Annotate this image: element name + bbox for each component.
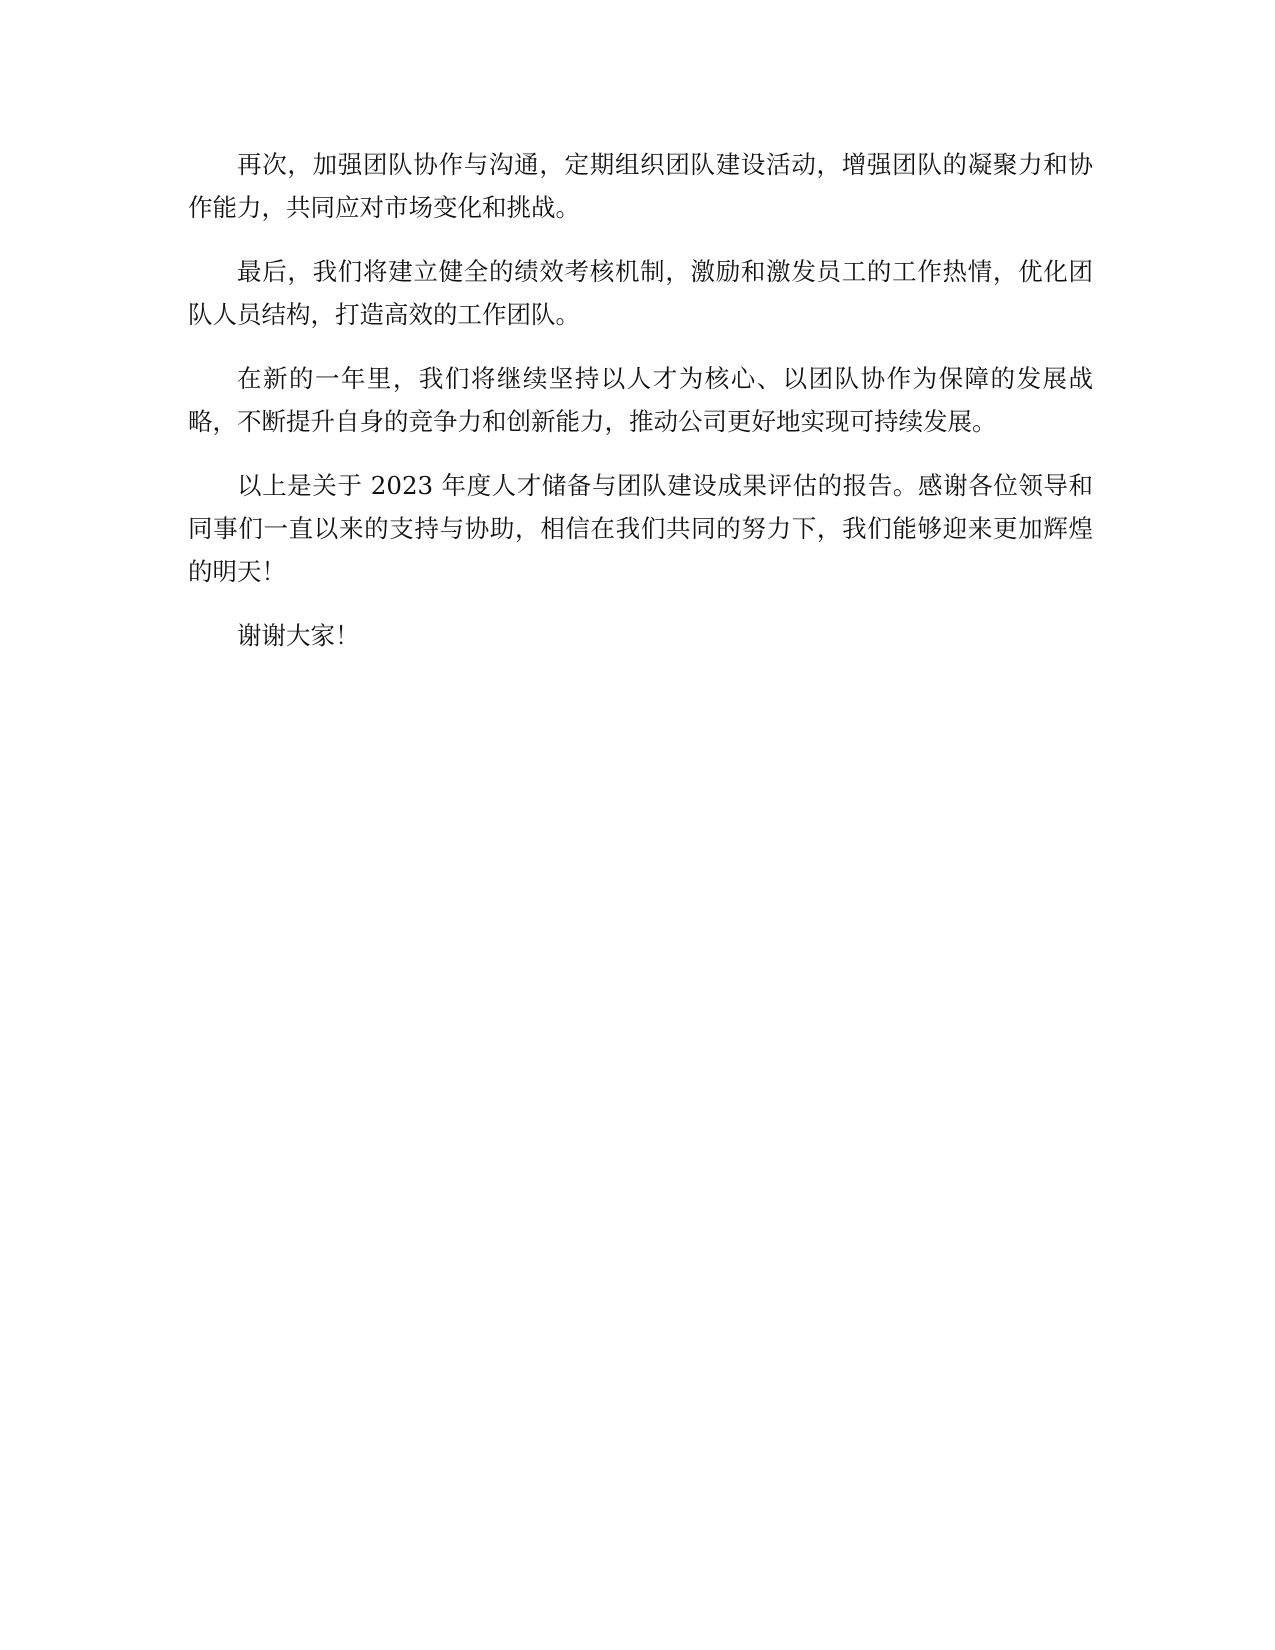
document-body [188,143,1093,678]
paragraph-thanks: 谢谢大家！ [237,621,360,650]
paragraph-conclusion: 以上是关于 2023 年度人才储备与团队建设成果评估的报告。感谢各位领导和同事们一直以来的支持与协助，相信在我们共同的努力下，我们能够迎来更加辉煌的明天！ [188,471,1093,586]
paragraph-new-year: 在新的一年里，我们将继续坚持以人才为核心、以团队协作为保障的发展战略，不断提升自身的竞争力和创新能力，推动公司更好地实现可持续发展。 [188,364,1093,436]
paragraph-teamwork: 再次，加强团队协作与沟通，定期组织团队建设活动，增强团队的凝聚力和协作能力，共同应对市场变化和挑战。 [188,150,1093,222]
paragraph-performance: 最后，我们将建立健全的绩效考核机制，激励和激发员工的工作热情，优化团队人员结构，打造高效的工作团队。 [188,257,1093,329]
